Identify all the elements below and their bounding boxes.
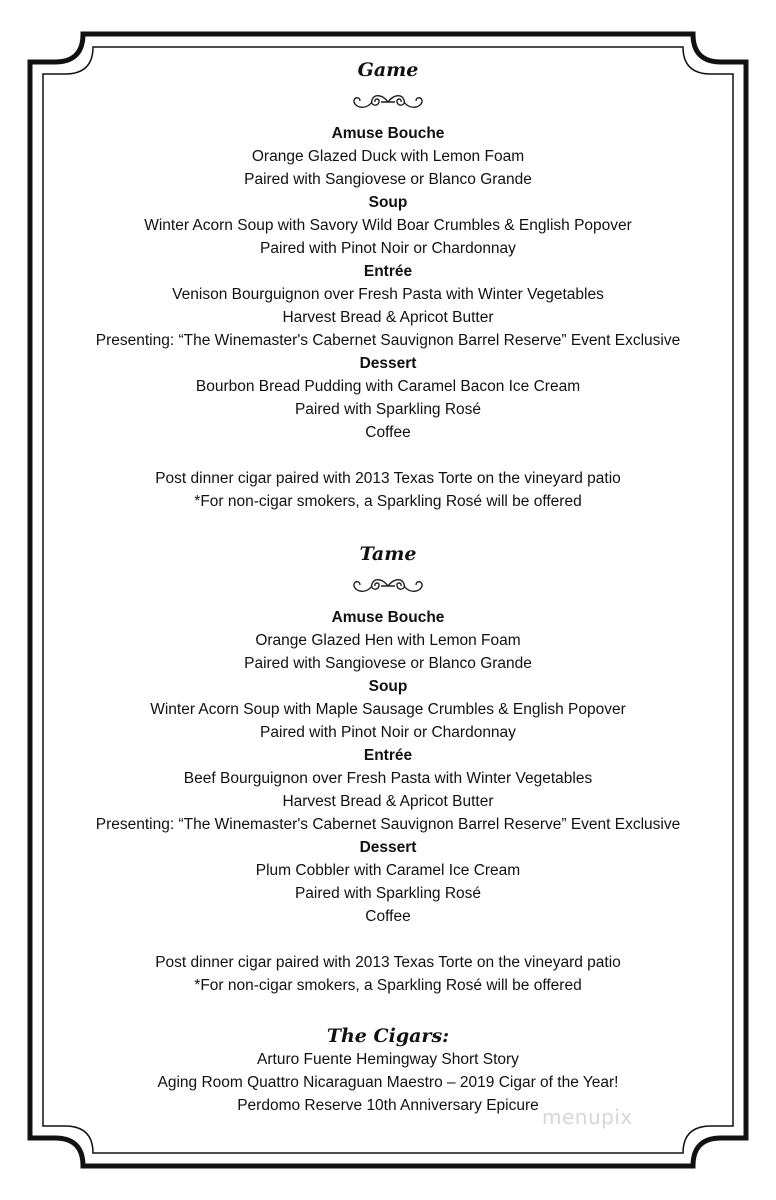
- section-title: Tame: [359, 543, 417, 565]
- course-heading: Entrée: [363, 263, 413, 280]
- course-amuse-bouche: [40, 122, 736, 191]
- course-line: Orange Glazed Duck with Lemon Foam: [251, 148, 525, 165]
- course-amuse-bouche: [40, 606, 736, 675]
- watermark: menupix: [542, 1105, 633, 1129]
- course-line: Beef Bourguignon over Fresh Pasta with Winter Vegetables: [183, 770, 593, 787]
- section-title: Game: [357, 59, 419, 81]
- course-line: Paired with Sparkling Rosé: [294, 885, 482, 902]
- course-entree: [40, 260, 736, 352]
- course-line: Paired with Sparkling Rosé: [294, 401, 482, 418]
- course-line: Harvest Bread & Apricot Butter: [282, 793, 494, 810]
- course-line: Paired with Pinot Noir or Chardonnay: [260, 240, 516, 257]
- course-heading: Amuse Bouche: [331, 125, 445, 142]
- course-line: Winter Acorn Soup with Maple Sausage Crumbles & English Popover: [150, 701, 626, 718]
- non-smoker-note: *For non-cigar smokers, a Sparkling Rosé will be offered: [194, 493, 582, 510]
- course-line: Orange Glazed Hen with Lemon Foam: [255, 632, 521, 649]
- course-line: Harvest Bread & Apricot Butter: [282, 309, 494, 326]
- cigar-item: Arturo Fuente Hemingway Short Story: [257, 1051, 519, 1068]
- course-line: Bourbon Bread Pudding with Caramel Bacon Ice Cream: [195, 378, 581, 395]
- section-game: [40, 58, 736, 513]
- section-tame: [40, 542, 736, 997]
- course-soup: [40, 191, 736, 260]
- non-smoker-note: *For non-cigar smokers, a Sparkling Rosé will be offered: [194, 977, 582, 994]
- course-dessert: [40, 836, 736, 928]
- course-line: Paired with Sangiovese or Blanco Grande: [244, 655, 532, 672]
- course-heading: Soup: [368, 678, 408, 695]
- course-heading: Soup: [368, 194, 408, 211]
- course-line: Presenting: “The Winemaster's Cabernet Sauvignon Barrel Reserve” Event Exclusive: [95, 816, 681, 833]
- course-entree: [40, 744, 736, 836]
- course-line: Coffee: [365, 424, 411, 441]
- course-heading: Dessert: [359, 839, 417, 856]
- post-dinner-text: Post dinner cigar paired with 2013 Texas Torte on the vineyard patio: [155, 470, 621, 487]
- post-dinner-text: Post dinner cigar paired with 2013 Texas Torte on the vineyard patio: [155, 954, 621, 971]
- course-line: Paired with Pinot Noir or Chardonnay: [260, 724, 516, 741]
- course-line: Plum Cobbler with Caramel Ice Cream: [255, 862, 521, 879]
- section-cigars: [40, 1024, 736, 1117]
- menu-content: [40, 0, 736, 1117]
- course-soup: [40, 675, 736, 744]
- course-heading: Amuse Bouche: [331, 609, 445, 626]
- cigars-title: The Cigars:: [326, 1025, 450, 1047]
- course-line: Presenting: “The Winemaster's Cabernet Sauvignon Barrel Reserve” Event Exclusive: [95, 332, 681, 349]
- scroll-flourish-icon: [348, 90, 428, 114]
- scroll-flourish-icon: [348, 574, 428, 598]
- cigar-item: Aging Room Quattro Nicaraguan Maestro – 2019 Cigar of the Year!: [157, 1074, 619, 1091]
- course-line: Paired with Sangiovese or Blanco Grande: [244, 171, 532, 188]
- course-heading: Dessert: [359, 355, 417, 372]
- course-heading: Entrée: [363, 747, 413, 764]
- course-line: Winter Acorn Soup with Savory Wild Boar Crumbles & English Popover: [144, 217, 632, 234]
- cigar-item: Perdomo Reserve 10th Anniversary Epicure: [237, 1097, 539, 1114]
- course-dessert: [40, 352, 736, 444]
- course-line: Coffee: [365, 908, 411, 925]
- course-line: Venison Bourguignon over Fresh Pasta with Winter Vegetables: [172, 286, 604, 303]
